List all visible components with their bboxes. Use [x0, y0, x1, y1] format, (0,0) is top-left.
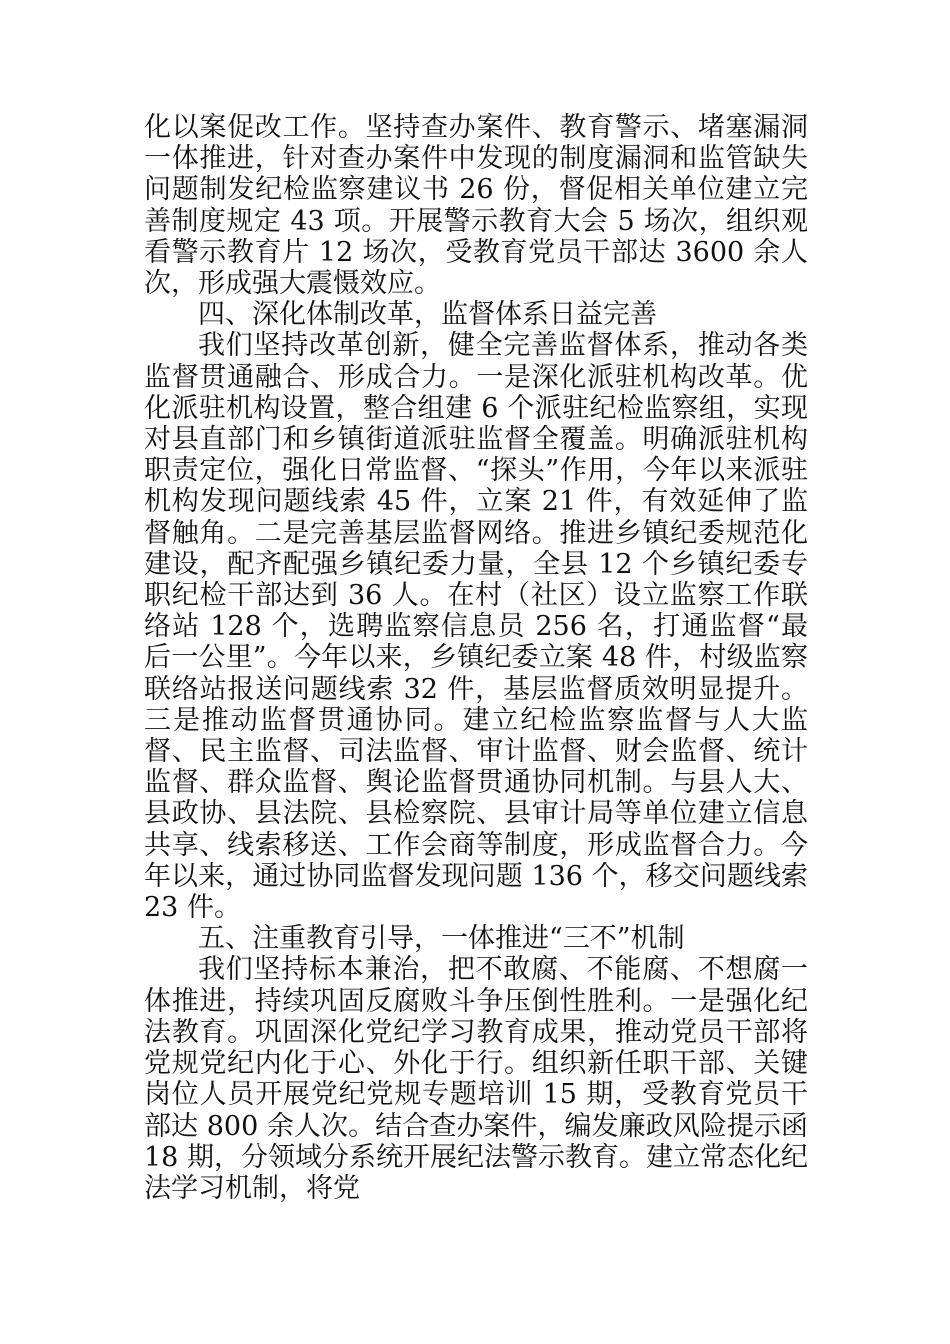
document-body [144, 112, 808, 1204]
paragraph-supervision-system: 我们坚持改革创新，健全完善监督体系，推动各类监督贯通融合、形成合力。一是深化派驻机构改革。优化派驻机构设置，整合组建 6 个派驻纪检监察组，实现对县直部门和乡镇街道派驻监督全覆盖。明确派驻机构职责定位，强化日常监督、“探头”作用，今年以来派驻机构发现问题线索 45 件，立案 21 件，有效延伸了监督触角。二是完善基层监督网络。推进乡镇纪委规范化建设，配齐配强乡镇纪委力量，全县 12 个乡镇纪委专职纪检干部达到 36 人。在村（社区）设立监察工作联络站 128 个，选聘监察信息员 256 名，打通监督“最后一公里”。今年以来，乡镇纪委立案 48 件，村级监察联络站报送问题线索 32 件，基层监督质效明显提升。三是推动监督贯通协同。建立纪检监察监督与人大监督、民主监督、司法监督、审计监督、财会监督、统计监督、群众监督、舆论监督贯通协同机制。与县人大、县政协、县法院、县检察院、县审计局等单位建立信息共享、线索移送、工作会商等制度，形成监督合力。今年以来，通过协同监督发现问题 136 个，移交问题线索 23 件。 [144, 330, 808, 924]
paragraph-case-reform: 化以案促改工作。坚持查办案件、教育警示、堵塞漏洞一体推进，针对查办案件中发现的制度漏洞和监管缺失问题制发纪检监察建议书 26 份，督促相关单位建立完善制度规定 43 项。开展警示教育大会 5 场次，组织观看警示教育片 12 场次，受教育党员干部达 3600 余人次，形成强大震慑效应。 [144, 112, 808, 300]
section-heading-five: 五、注重教育引导，一体推进“三不”机制 [198, 923, 685, 955]
paragraph-education-guidance: 我们坚持标本兼治，把不敢腐、不能腐、不想腐一体推进，持续巩固反腐败斗争压倒性胜利。一是强化纪法教育。巩固深化党纪学习教育成果，推动党员干部将党规党纪内化于心、外化于行。组织新任职干部、关键岗位人员开展党纪党规专题培训 15 期，受教育党员干部达 800 余人次。结合查办案件，编发廉政风险提示函 18 期，分领域分系统开展纪法警示教育。建立常态化纪法学习机制，将党 [144, 954, 808, 1204]
section-heading-four: 四、深化体制改革，监督体系日益完善 [198, 299, 657, 331]
